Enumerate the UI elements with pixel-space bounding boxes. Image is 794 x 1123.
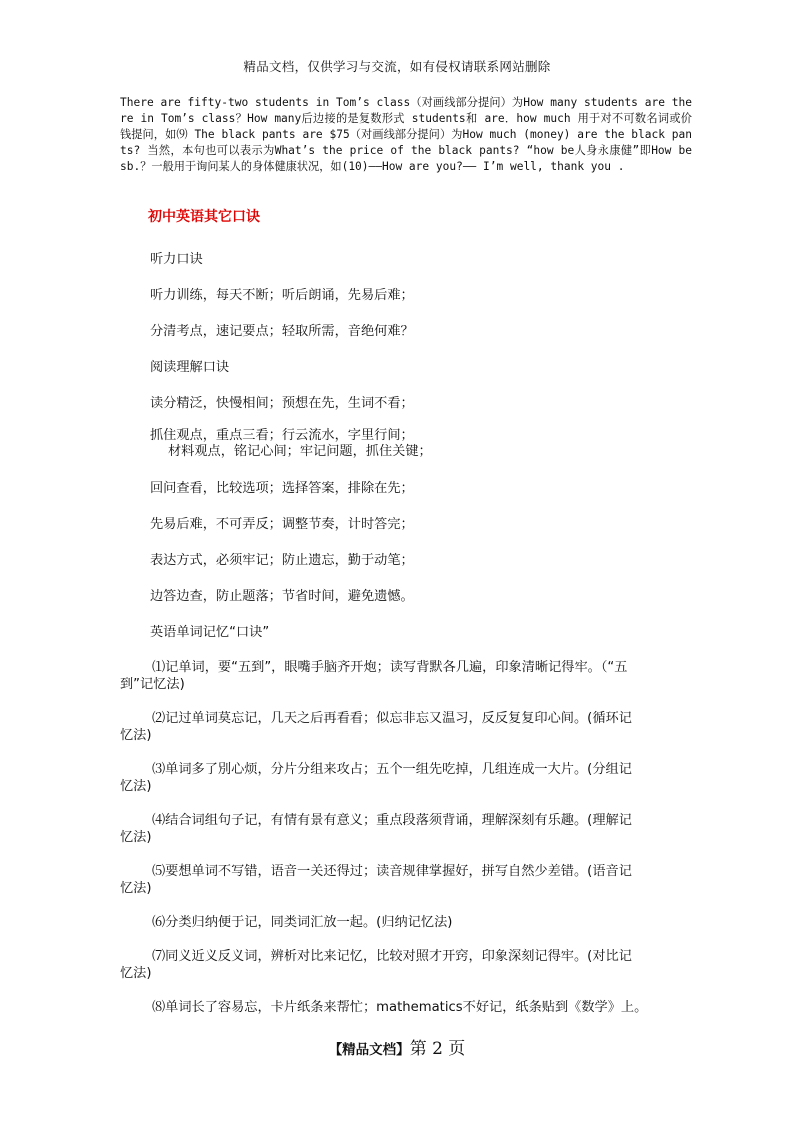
vocab-item-text: ⑴记单词，要“五到”，眼嘴手脑齐开炮；读写背默各几遍，印象清晰记得牢。（“五	[152, 660, 628, 675]
vocab-item-text: ⑷结合词组句子记，有情有景有意义；重点段落须背诵，理解深刻有乐趣。(理解记	[152, 813, 632, 828]
footer-tag: 【精品文档】	[328, 1042, 410, 1058]
vocab-item-cont: 忆法)	[120, 966, 152, 981]
vocab-item-3	[120, 761, 680, 795]
vocab-item-2	[120, 710, 680, 744]
reading-line-6: 边答边查，防止题落；节省时间，避免遗憾。	[150, 589, 414, 604]
vocab-item-cont: 忆法)	[120, 881, 152, 896]
vocab-item-cont: 忆法)	[120, 779, 152, 794]
vocab-item-text: ⑺同义近义反义词，辨析对比来记忆，比较对照才开窍，印象深刻记得牢。(对比记	[152, 949, 632, 964]
reading-line-3: 回问查看，比较选项；选择答案，排除在先；	[150, 481, 414, 496]
page-header: 精品文档，仅供学习与交流，如有侵权请联系网站删除	[243, 59, 551, 74]
listening-line-1: 听力训练，每天不断；听后朗诵，先易后难；	[150, 288, 414, 303]
reading-line-5: 表达方式，必须牢记；防止遗忘，勤于动笔；	[150, 553, 414, 568]
listening-line-2: 分清考点，速记要点；轻取所需，音绝何难？	[150, 324, 414, 339]
vocab-item-text: ⑹分类归纳便于记，同类词汇放一起。(归纳记忆法)	[152, 915, 453, 930]
main-content	[120, 206, 680, 1016]
page-footer	[0, 1034, 794, 1059]
reading-line-4: 先易后难，不可弄反；调整节奏，计时答完；	[150, 517, 414, 532]
vocab-item-text: ⑸要想单词不写错，语音一关还得过；读音规律掌握好，拼写自然少差错。(语音记	[152, 864, 632, 879]
reading-line-2b: 材料观点，铭记心间；牢记问题，抓住关键；	[168, 444, 432, 459]
vocab-item-cont: 到”记忆法)	[120, 677, 185, 692]
vocab-item-5	[120, 863, 680, 897]
vocab-item-cont: 忆法)	[120, 830, 152, 845]
vocab-item-1	[120, 659, 680, 693]
vocab-heading: 英语单词记忆“口诀”	[150, 625, 270, 640]
reading-heading: 阅读理解口诀	[150, 360, 230, 375]
vocab-item-6	[120, 914, 680, 931]
vocab-item-8	[120, 999, 680, 1016]
intro-paragraph: There are fifty-two students in Tom’s class（对画线部分提问）为How many students are there in Tom’s class？How many后边接的是复数形式 students和 are．how much 用于对不可数名词或价钱提问，如⑼ The black pants are $75（对画线部分提问）为How much (money) are the black pants? 当然，本句也可以表示为What’s the price of the black pants? “how be人身永康健”即How be sb.？一般用于询问某人的身体健康状况，如(10)——How are you?—— I’m well, thank you .	[120, 96, 692, 173]
reading-line-1: 读分精泛，快慢相间；预想在先，生词不看；	[150, 396, 414, 411]
vocab-item-text: ⑶单词多了別心烦，分片分组来攻占；五个一组先吃掉，几组连成一大片。(分组记	[152, 762, 632, 777]
vocab-item-7	[120, 948, 680, 982]
vocab-item-text: ⑵记过单词莫忘记，几天之后再看看；似忘非忘又温习，反反复复印心间。(循环记	[152, 711, 632, 726]
vocab-item-4	[120, 812, 680, 846]
vocab-item-cont: 忆法)	[120, 728, 152, 743]
vocab-item-text: ⑻单词长了容易忘，卡片纸条来帮忙；mathematics不好记，纸条贴到《数学》上。	[152, 1000, 648, 1015]
section-title: 初中英语其它口诀	[148, 209, 260, 225]
page-number: 第 2 页	[409, 1039, 466, 1059]
reading-line-2a: 抓住观点，重点三看；行云流水，字里行间；	[150, 428, 414, 443]
listening-heading: 听力口诀	[150, 252, 203, 267]
